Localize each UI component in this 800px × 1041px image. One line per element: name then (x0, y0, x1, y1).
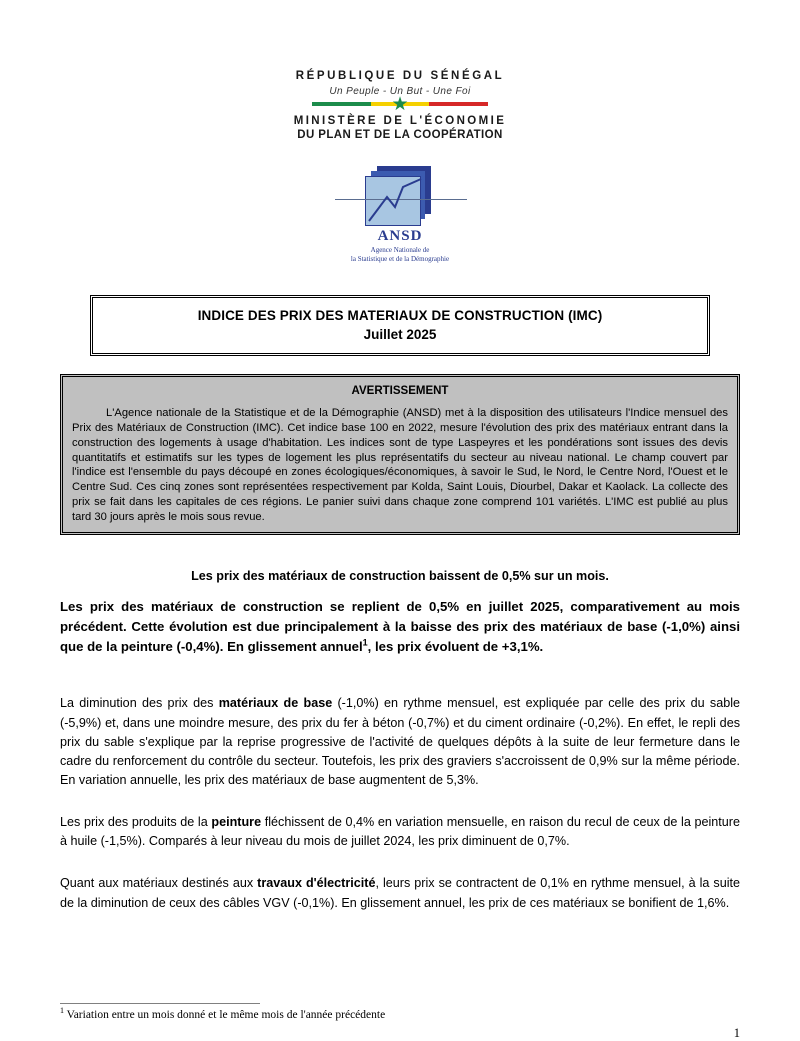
paragraph-peinture (60, 813, 740, 851)
lead-text-part-1: Les prix des matériaux de construction se replient de 0,5% en juillet 2025, comparativement au mois précédent. Cette évolution est due principalement à la baisse des prix des matériaux de base (-1,0%) ainsi que de la peinture (-0,4%). En glissement annuel (60, 599, 740, 654)
ansd-subtitle-line-2: la Statistique et de la Démographie (350, 255, 450, 264)
paragraph-text-before: Les prix des produits de la (60, 815, 212, 830)
page-number: 1 (733, 1026, 740, 1040)
lead-text-part-2: , les prix évoluent de +3,1%. (367, 638, 544, 654)
publication-title: INDICE DES PRIX DES MATERIAUX DE CONSTRUCTION (IMC) (197, 307, 603, 323)
lead-paragraph (60, 597, 740, 656)
flag-red-segment (429, 102, 488, 106)
ansd-acronym: ANSD (377, 228, 423, 244)
paragraph-text-after: (-1,0%) en rythme mensuel, est expliquée par celle des prix du sable (-5,9%) et, dans une moindre mesure, des prix du fer à béton (-0,7%) et du ciment ordinaire (-0,2%). En effet, le repli des prix du sable s'explique par la reprise progressive de l'activité de quelques dépôts à la suite de leur fermeture dans le cadre du renforcement du contrôle du secteur. Toutefois, les prix des graviers s'accroissent de 0,9% sur la même période. En variation annuelle, les prix des matériaux de base augmentent de 5,3%. (60, 696, 741, 787)
footnote-marker: 1 (60, 1006, 64, 1016)
paragraph-text-before: Quant aux matériaux destinés aux (60, 876, 258, 891)
notice-box (60, 374, 740, 535)
ansd-subtitle (60, 246, 740, 265)
logo-zigzag-chart-icon (325, 163, 475, 225)
footnote-reference-marker[interactable]: 1 (362, 637, 368, 648)
footnote-area (60, 1003, 740, 1040)
republic-title: RÉPUBLIQUE DU SÉNÉGAL (295, 70, 505, 82)
star-icon: ★ (391, 94, 409, 115)
paragraph-text-after: , leurs prix se contractent de 0,1% en rythme mensuel, à la suite de la diminution de ceux des câbles VGV (-0,1%). En glissement annuel, les prix de ces matériaux se bonifient de 1,6%. (60, 876, 740, 910)
republic-motto: Un Peuple - Un But - Une Foi (329, 86, 471, 97)
publication-period: Juillet 2025 (363, 326, 437, 342)
ansd-logo-mark-icon (325, 163, 475, 225)
paragraph-travaux-electricite (60, 874, 740, 912)
paragraph-keyword: matériaux de base (218, 696, 333, 711)
ministry-line-2: DU PLAN ET DE LA COOPÉRATION (297, 129, 503, 141)
paragraph-keyword: peinture (211, 815, 262, 830)
footnote (60, 1006, 740, 1021)
ansd-logo (60, 163, 740, 265)
ministry-line-1: MINISTÈRE DE L'ÉCONOMIE (293, 115, 507, 127)
republic-header (60, 0, 740, 141)
flag-green-segment (312, 102, 371, 106)
publication-title-box (90, 295, 710, 356)
paragraph-materiaux-de-base (60, 694, 740, 790)
notice-title: AVERTISSEMENT (351, 384, 449, 397)
footnote-body: Variation entre un mois donné et le même mois de l'année précédente (64, 1009, 386, 1021)
footnote-separator (60, 1003, 260, 1004)
paragraph-text-after: fléchissent de 0,4% en variation mensuelle, en raison du recul de ceux de la peinture à huile (-1,5%). Comparés à leur niveau du mois de juillet 2024, les prix diminuent de 0,7%. (60, 815, 740, 849)
notice-body: L'Agence nationale de la Statistique et de la Démographie (ANSD) met à la disposition des utilisateurs l'Indice mensuel des Prix des Matériaux de Construction (IMC). Cet indice base 100 en 2022, mesure l'évolution des prix des matériaux entrant dans la construction des logements à usage d'habitation. Les indices sont de type Laspeyres et les pondérations sont issues des devis quantitatifs et estimatifs sur les types de logement les plus représentatifs du secteur au niveau national. Le champ couvert par l'indice est l'ensemble du pays découpé en zones écologiques/économiques, à savoir le Sud, le Nord, le Centre Nord, l'Ouest et le Centre Sud. Ces cinq zones sont représentées respectivement par Kolda, Saint Louis, Diourbel, Dakar et Kaolack. La collecte des prix se fait dans les capitales de ces régions. Le panier suivi dans chaque zone comprend 101 variétés. L'IMC est publié au plus tard 30 jours après le mois sous revue. (72, 406, 728, 524)
senegal-flag-bar-icon (312, 94, 488, 115)
headline: Les prix des matériaux de construction baissent de 0,5% sur un mois. (191, 569, 609, 583)
ansd-subtitle-line-1: Agence Nationale de (370, 246, 430, 254)
paragraph-keyword: travaux d'électricité (257, 876, 376, 891)
paragraph-text-before: La diminution des prix des (60, 696, 219, 711)
